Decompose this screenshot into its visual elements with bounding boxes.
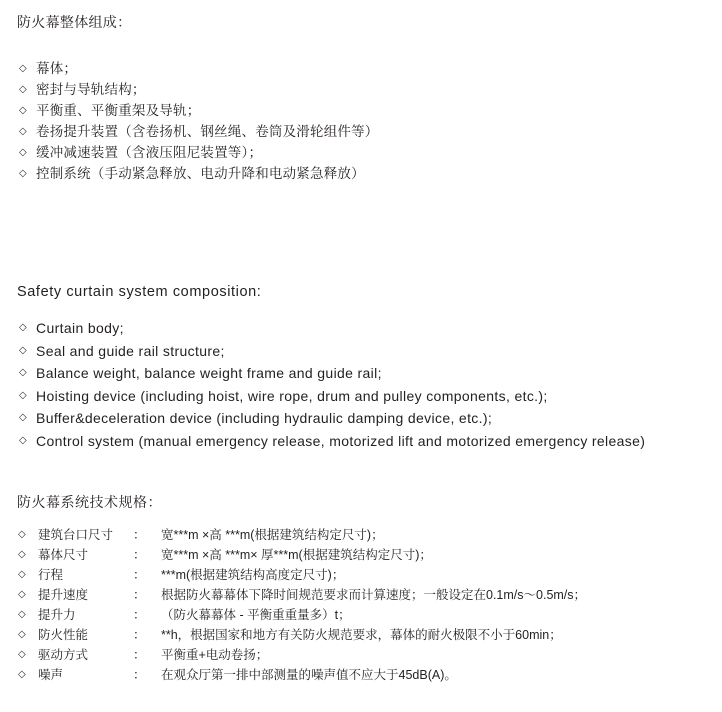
table-row [14, 585, 714, 605]
table-row [14, 645, 714, 665]
diamond-bullet-icon: ◇ [19, 412, 28, 423]
diamond-bullet-icon: ◇ [19, 126, 27, 137]
chinese-composition-list [17, 58, 707, 184]
spec-label: 建筑台口尺寸 [38, 528, 114, 542]
spec-value: 宽***m ×高 ***m(根据建筑结构定尺寸)； [161, 528, 384, 542]
spec-colon: ： [133, 608, 146, 622]
diamond-bullet-icon: ◇ [19, 105, 27, 116]
diamond-bullet-icon: ◇ [18, 569, 26, 580]
diamond-bullet-icon: ◇ [19, 389, 28, 401]
list-item-label: 缓冲减速装置（含液压阻尼装置等）； [36, 145, 263, 160]
list-item [17, 340, 717, 363]
diamond-bullet-icon: ◇ [19, 322, 28, 333]
spec-colon: ： [133, 528, 146, 542]
english-composition-heading: Safety curtain system composition: [17, 284, 262, 300]
table-row [14, 625, 714, 645]
list-item-label: 控制系统（手动紧急释放、电动升降和电动紧急释放） [36, 166, 365, 181]
spec-value: ***m(根据建筑结构高度定尺寸)； [161, 568, 345, 582]
list-item-label: Balance weight, balance weight frame and guide rail; [36, 365, 382, 381]
list-item-label: Hoisting device (including hoist, wire rope, drum and pulley components, etc.); [36, 387, 548, 404]
diamond-bullet-icon: ◇ [19, 344, 28, 356]
list-item-label: Seal and guide rail structure; [36, 342, 225, 359]
list-item [17, 430, 717, 453]
spec-colon: ： [133, 588, 146, 602]
section-technical-spec [14, 492, 714, 685]
section-english-composition [17, 282, 717, 452]
spec-label: 提升速度 [38, 588, 89, 602]
section-chinese-composition [17, 12, 707, 184]
spec-value: **h，根据国家和地方有关防火规范要求，幕体的耐火极限不小于60min； [161, 628, 562, 642]
diamond-bullet-icon: ◇ [19, 434, 28, 446]
technical-spec-table [14, 525, 714, 685]
list-item-label: 幕体； [36, 61, 78, 76]
diamond-bullet-icon: ◇ [18, 629, 26, 640]
list-item [17, 317, 717, 340]
spec-value: （防火幕幕体 - 平衡重重量多）t； [161, 608, 351, 622]
spec-colon: ： [133, 628, 146, 642]
list-item-label: 密封与导轨结构； [36, 82, 146, 97]
diamond-bullet-icon: ◇ [19, 63, 27, 74]
diamond-bullet-icon: ◇ [19, 84, 27, 95]
diamond-bullet-icon: ◇ [18, 529, 26, 540]
spec-value: 宽***m ×高 ***m× 厚***m(根据建筑结构定尺寸)； [161, 548, 432, 562]
list-item [17, 407, 717, 430]
english-composition-list [17, 317, 717, 452]
diamond-bullet-icon: ◇ [18, 669, 26, 680]
spec-label: 幕体尺寸 [38, 548, 89, 562]
table-row [14, 665, 714, 685]
diamond-bullet-icon: ◇ [18, 649, 26, 660]
spec-label: 防火性能 [38, 628, 89, 642]
spec-colon: ： [133, 548, 146, 562]
diamond-bullet-icon: ◇ [18, 549, 26, 560]
list-item [17, 142, 707, 163]
list-item [17, 163, 707, 184]
spec-colon: ： [133, 668, 146, 682]
table-row [14, 525, 714, 545]
spec-value: 根据防火幕幕体下降时间规范要求而计算速度；一般设定在0.1m/s～0.5m/s； [161, 588, 587, 602]
diamond-bullet-icon: ◇ [19, 147, 27, 158]
diamond-bullet-icon: ◇ [18, 609, 26, 620]
spec-label: 提升力 [38, 608, 76, 622]
list-item-label: Buffer&deceleration device (including hydraulic damping device, etc.); [36, 410, 493, 426]
list-item [17, 362, 717, 385]
diamond-bullet-icon: ◇ [18, 589, 26, 600]
spec-value: 在观众厅第一排中部测量的噪声值不应大于45dB(A)。 [161, 668, 457, 682]
list-item [17, 385, 717, 408]
list-item [17, 79, 707, 100]
list-item [17, 121, 707, 142]
list-item-label: 平衡重、平衡重架及导轨； [36, 103, 201, 118]
spec-value: 平衡重+电动卷扬； [161, 648, 269, 662]
spec-label: 驱动方式 [38, 648, 89, 662]
spec-colon: ： [133, 568, 146, 582]
spec-label: 行程 [38, 568, 64, 582]
table-row [14, 545, 714, 565]
chinese-composition-heading: 防火幕整体组成： [17, 14, 132, 30]
table-row [14, 605, 714, 625]
list-item [17, 100, 707, 121]
list-item-label: Control system (manual emergency release, motorized lift and motorized emergency release) [36, 432, 646, 449]
list-item-label: 卷扬提升装置（含卷扬机、钢丝绳、卷筒及滑轮组件等） [36, 124, 379, 139]
spec-label: 噪声 [38, 668, 64, 682]
diamond-bullet-icon: ◇ [19, 168, 27, 179]
table-row [14, 565, 714, 585]
diamond-bullet-icon: ◇ [19, 367, 28, 378]
spec-colon: ： [133, 648, 146, 662]
list-item-label: Curtain body; [36, 320, 124, 336]
list-item [17, 58, 707, 79]
technical-spec-heading: 防火幕系统技术规格： [17, 494, 162, 510]
